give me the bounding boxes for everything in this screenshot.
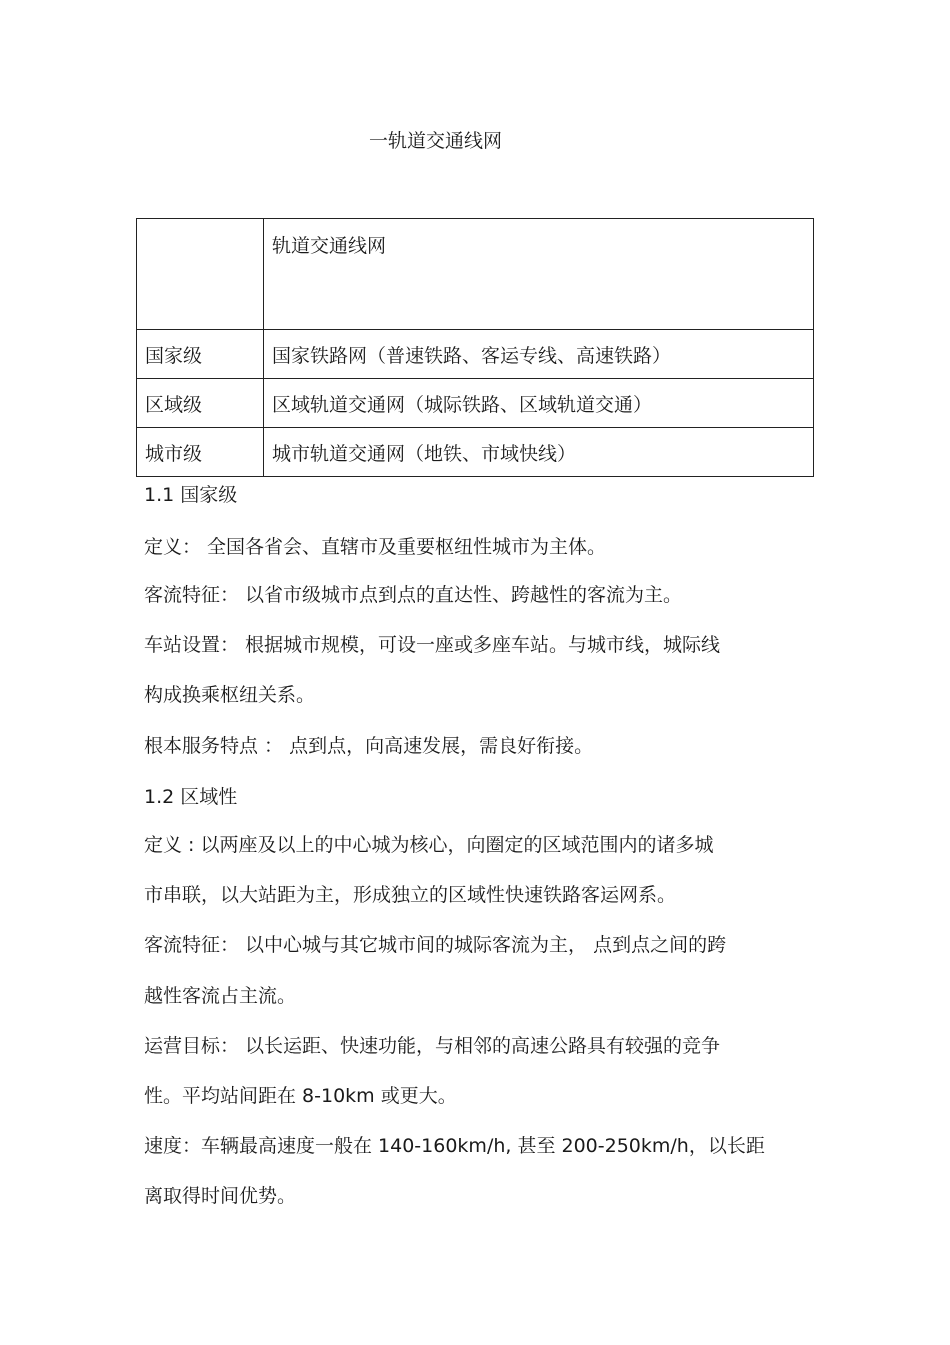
document-title: 一轨道交通线网 <box>369 130 503 152</box>
body-text-line: 定义： 全国各省会、直辖市及重要枢纽性城市为主体。 <box>144 536 607 558</box>
table-cell-network: 区域轨道交通网（城际铁路、区域轨道交通） <box>264 379 814 428</box>
body-text-line: 构成换乘枢纽关系。 <box>144 684 316 706</box>
body-text-line: 根本服务特点 ： 点到点，向高速发展，需良好衔接。 <box>144 735 594 757</box>
body-text-line: 市串联，以大站距为主，形成独立的区域性快速铁路客运网系。 <box>144 884 677 906</box>
body-text-line: 速度：车辆最高速度一般在 140-160km/h, 甚至 200-250km/h，以长距 <box>144 1135 765 1157</box>
body-text-line: 离取得时间优势。 <box>144 1185 297 1207</box>
table-cell-level: 城市级 <box>137 428 264 477</box>
table-cell-network: 城市轨道交通网（地铁、市域快线） <box>264 428 814 477</box>
table-row <box>137 379 814 428</box>
body-text-line: 客流特征： 以省市级城市点到点的直达性、跨越性的客流为主。 <box>144 584 683 606</box>
table-cell-network: 国家铁路网（普速铁路、客运专线、高速铁路） <box>264 330 814 379</box>
section-heading: 1.2 区域性 <box>144 786 238 808</box>
table-row <box>137 330 814 379</box>
table-header-row <box>137 219 814 330</box>
table-cell-level: 国家级 <box>137 330 264 379</box>
table-row <box>137 428 814 477</box>
body-text-line: 运营目标： 以长运距、快速功能，与相邻的高速公路具有较强的竞争 <box>144 1035 721 1057</box>
rail-network-table <box>136 218 814 477</box>
body-text-line: 性。平均站间距在 8-10km 或更大。 <box>144 1085 457 1107</box>
table-cell-level: 区域级 <box>137 379 264 428</box>
section-heading: 1.1 国家级 <box>144 484 238 506</box>
body-text-line: 客流特征： 以中心城与其它城市间的城际客流为主， 点到点之间的跨 <box>144 934 727 956</box>
body-text-line: 车站设置： 根据城市规模，可设一座或多座车站。与城市线，城际线 <box>144 634 721 656</box>
table-header-cell: 轨道交通线网 <box>264 219 814 330</box>
table-header-cell <box>137 219 264 330</box>
body-text-line: 定义 : 以两座及以上的中心城为核心，向圈定的区域范围内的诸多城 <box>144 834 714 856</box>
body-text-line: 越性客流占主流。 <box>144 985 297 1007</box>
